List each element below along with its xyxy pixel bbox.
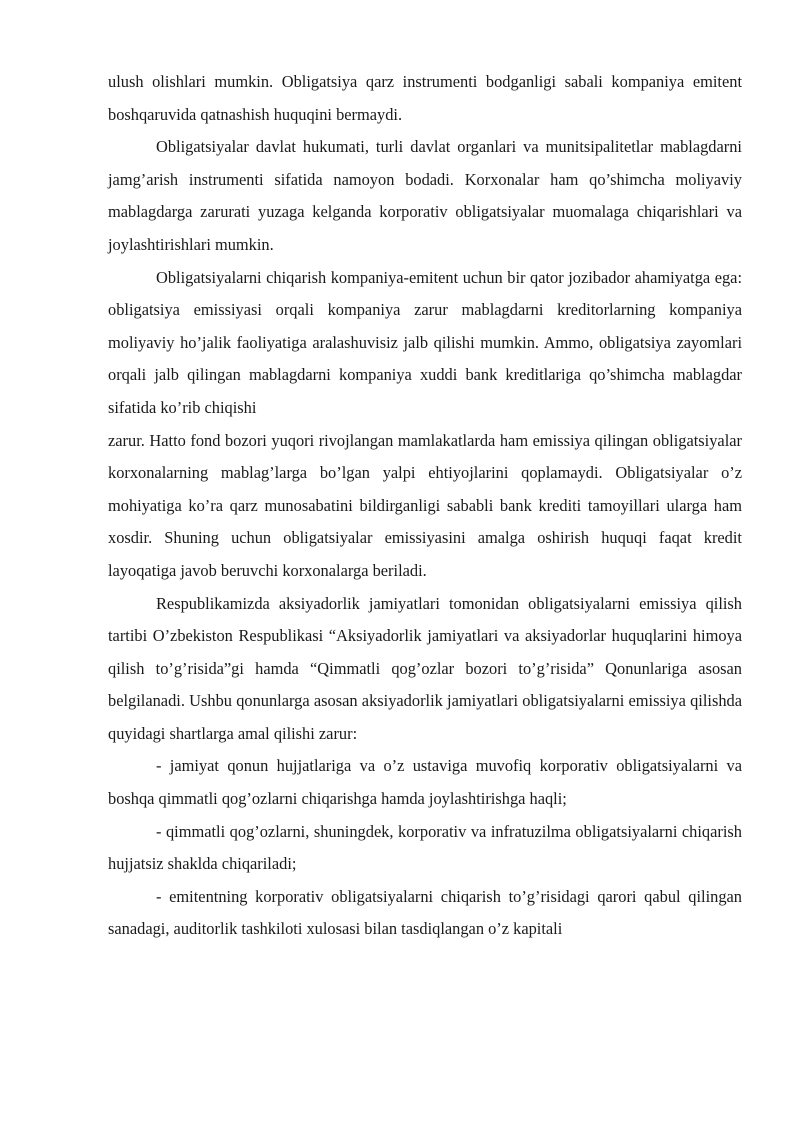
list-item-emitentning: - emitentning korporativ obligatsiyalarni chiqarish to’g’risidagi qarori qabul qilingan sanadagi, auditorlik tashkiloti xulosasi bilan tasdiqlangan o’z kapitali <box>108 886 742 939</box>
list-item-qimmatli: - qimmatli qog’ozlarni, shuningdek, korporativ va infratuzilma obligatsiyalarni chiqarish hujjatsiz shaklda chiqariladi; <box>108 821 742 874</box>
paragraph-continuation: ulush olishlari mumkin. Obligatsiya qarz instrumenti bodganligi sabali kompaniya emitent boshqaruvida qatnashish huquqini bermaydi. <box>108 72 742 124</box>
paragraph-respublikamizda: Respublikamizda aksiyadorlik jamiyatlari tomonidan obligatsiyalarni emissiya qilish tartibi O’zbekiston Respublikasi “Aksiyadorlik jamiyatlari va aksiyadorlar huquqlarini himoya qilish to’g’risida”gi hamda “Qimmatli qog’ozlar bozori to’g’risida” Qonunlariga asosan belgilanadi. Ushbu qonunlarga asosan aksiyadorlik jamiyatlari obligatsiyalarni emissiya qilishda quyidagi shartlarga amal qilishi zarur: <box>108 593 742 743</box>
paragraph-zarur-hatto: zarur. Hatto fond bozori yuqori rivojlangan mamlakatlarda ham emissiya qilingan obligatsiyalar korxonalarning mablag’larga bo’lgan yalpi ehtiyojlarini qoplamaydi. Obligatsiyalar o’z mohiyatiga ko’ra qarz munosabatini bildirganligi sababli bank krediti tamoyillari ularga ham xosdir. Shuning uchun obligatsiyalar emissiyasini amalga oshirish huquqi faqat kredit layoqatiga javob beruvchi korxonalarga beriladi. <box>108 430 742 580</box>
paragraph-obligatsiyalarni-chiqarish: Obligatsiyalarni chiqarish kompaniya-emitent uchun bir qator jozibador ahamiyatga ega: obligatsiya emissiyasi orqali kompaniya zarur mablagdarni kreditorlarning kompaniya moliyaviy ho’jalik faoliyatiga aralashuvisiz jalb qilishi mumkin. Ammo, obligatsiya zayomlari orqali jalb qilingan mablagdarni kompaniya xuddi bank kreditlariga qo’shimcha mablagdar sifatida ko’rib chiqishi <box>108 267 742 417</box>
paragraph-obligatsiyalar-davlat: Obligatsiyalar davlat hukumati, turli davlat organlari va munitsipalitetlar mablagdarni jamg’arish instrumenti sifatida namoyon bodadi. Korxonalar ham qo’shimcha moliyaviy mablagdarga zarurati yuzaga kelganda korporativ obligatsiyalar muomalaga chiqarishlari va joylashtirishlari mumkin. <box>108 137 742 254</box>
document-body <box>108 66 742 946</box>
list-item-jamiyat: - jamiyat qonun hujjatlariga va o’z ustaviga muvofiq korporativ obligatsiyalarni va boshqa qimmatli qog’ozlarni chiqarishga hamda joylashtirishga haqli; <box>108 756 742 809</box>
